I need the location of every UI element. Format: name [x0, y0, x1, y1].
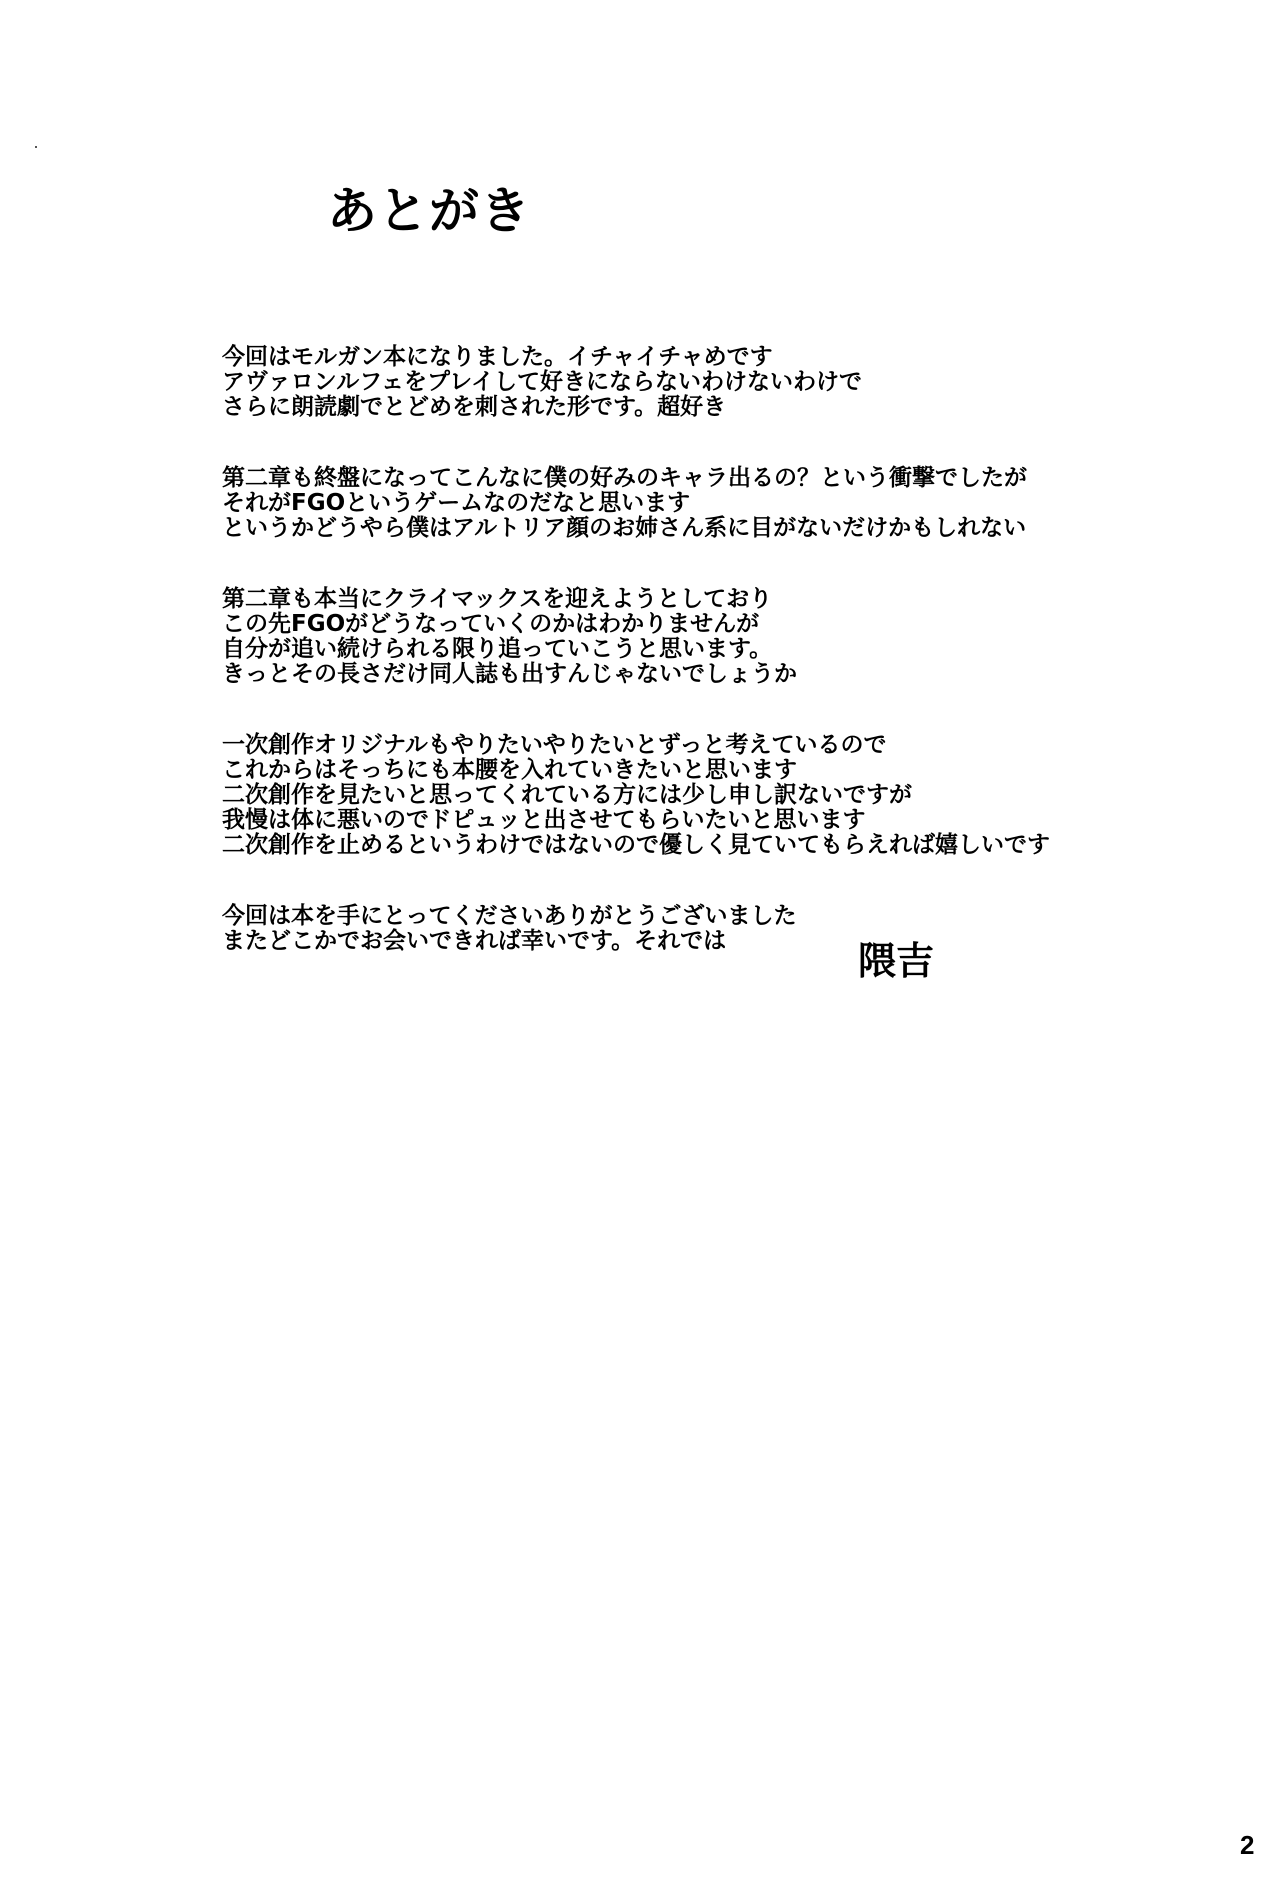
text-line: 第二章も本当にクライマックスを迎えようとしており — [222, 586, 773, 612]
afterword-body — [222, 345, 1122, 1000]
text-line: またどこかでお会いできれば幸いです。それでは — [222, 928, 727, 954]
text-line: さらに朗読劇でとどめを刺された形です。超好き — [222, 394, 727, 420]
text-line: というかどうやら僕はアルトリア顔のお姉さん系に目がないだけかもしれない — [222, 515, 1027, 541]
text-line: 一次創作オリジナルもやりたいやりたいとずっと考えているので — [222, 732, 887, 758]
text-line: アヴァロンルフェをプレイして好きにならないわけないわけで — [222, 369, 862, 395]
text-line: 二次創作を止めるというわけではないので優しく見ていてもらえれば嬉しいです — [222, 832, 1050, 858]
paragraph — [222, 345, 1122, 420]
text-line: これからはそっちにも本腰を入れていきたいと思います — [222, 757, 797, 783]
text-line: 今回はモルガン本になりました。イチャイチャめです — [222, 344, 773, 370]
page-number: 2 — [1240, 1830, 1255, 1860]
paragraph — [222, 587, 1122, 687]
paragraph — [222, 466, 1122, 541]
page-title: あとがき — [327, 181, 531, 240]
text-line: 第二章も終盤になってこんなに僕の好みのキャラ出るの？という衝撃でしたが — [222, 465, 1027, 491]
text-line: 今回は本を手にとってくださいありがとうございました — [222, 903, 797, 929]
text-line: それがFGOというゲームなのだなと思います — [222, 490, 691, 516]
paragraph — [222, 904, 1122, 954]
paragraph — [222, 733, 1122, 858]
text-line: 二次創作を見たいと思ってくれている方には少し申し訳ないですが — [222, 782, 912, 808]
text-line: この先FGOがどうなっていくのかはわかりませんが — [222, 611, 760, 637]
text-line: 我慢は体に悪いのでドピュッと出させてもらいたいと思います — [222, 807, 866, 833]
text-line: 自分が追い続けられる限り追っていこうと思います。 — [222, 636, 773, 662]
author-signature: 隈吉 — [858, 939, 935, 983]
text-line: きっとその長さだけ同人誌も出すんじゃないでしょうか — [222, 661, 797, 687]
scan-speck — [35, 146, 37, 148]
